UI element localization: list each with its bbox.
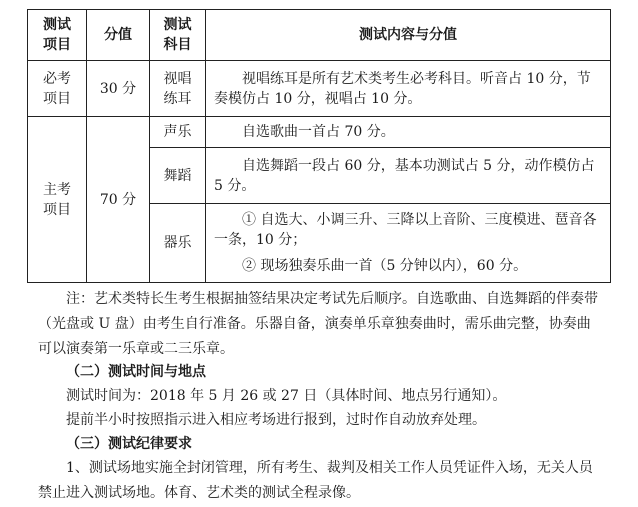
required-score: 30 分 — [87, 61, 150, 117]
arrive-line: 提前半小时按照指示进入相应考场进行报到，过时作自动放弃处理。 — [66, 412, 486, 428]
instrument-content-1: ① 自选大、小调三升、三降以上音阶、三度模进、琶音各一条，10 分； — [214, 212, 597, 248]
note-paragraph: 注：艺术类特长生考生根据抽签结果决定考试先后顺序。自选歌曲、自选舞蹈的伴奏带（光盘或 U 盘）由考生自行准备。乐器自备，演奏单乐章独奏曲时，需乐曲完整，协奏曲可以演奏第一乐章或二三乐章。 — [38, 291, 598, 357]
time-line: 测试时间为：2018 年 5 月 26 或 27 日（具体时间、地点另行通知）。 — [66, 388, 507, 404]
required-content: 视唱练耳是所有艺术类考生必考科目。听音占 10 分，节奏模仿占 10 分，视唱占 10 分。 — [206, 61, 611, 117]
rule-1: 1、测试场地实施全封闭管理，所有考生、裁判及相关工作人员凭证件入场，无关人员禁止进入测试场地。体育、艺术类的测试全程录像。 — [38, 460, 593, 501]
header-content: 测试内容与分值 — [206, 10, 611, 61]
exam-table — [27, 9, 611, 283]
major-score: 70 分 — [87, 117, 150, 283]
required-item: 必考 项目 — [28, 61, 87, 117]
instrument-subject: 器乐 — [150, 204, 206, 283]
instrument-content — [206, 204, 611, 283]
section-discipline-title: （三）测试纪律要求 — [66, 436, 192, 452]
table-row-vocal — [28, 117, 611, 148]
dance-subject: 舞蹈 — [150, 148, 206, 204]
vocal-content: 自选歌曲一首占 70 分。 — [206, 117, 611, 148]
header-subject: 测试 科目 — [150, 10, 206, 61]
header-item: 测试 项目 — [28, 10, 87, 61]
required-subject: 视唱 练耳 — [150, 61, 206, 117]
table-header-row — [28, 10, 611, 61]
table-row-required — [28, 61, 611, 117]
vocal-subject: 声乐 — [150, 117, 206, 148]
section-time-place-title: （二）测试时间与地点 — [66, 364, 206, 380]
dance-content: 自选舞蹈一段占 60 分，基本功测试占 5 分，动作模仿占 5 分。 — [206, 148, 611, 204]
header-score: 分值 — [87, 10, 150, 61]
instrument-content-2: ② 现场独奏乐曲一首（5 分钟以内），60 分。 — [242, 258, 528, 274]
major-item: 主考 项目 — [28, 117, 87, 283]
